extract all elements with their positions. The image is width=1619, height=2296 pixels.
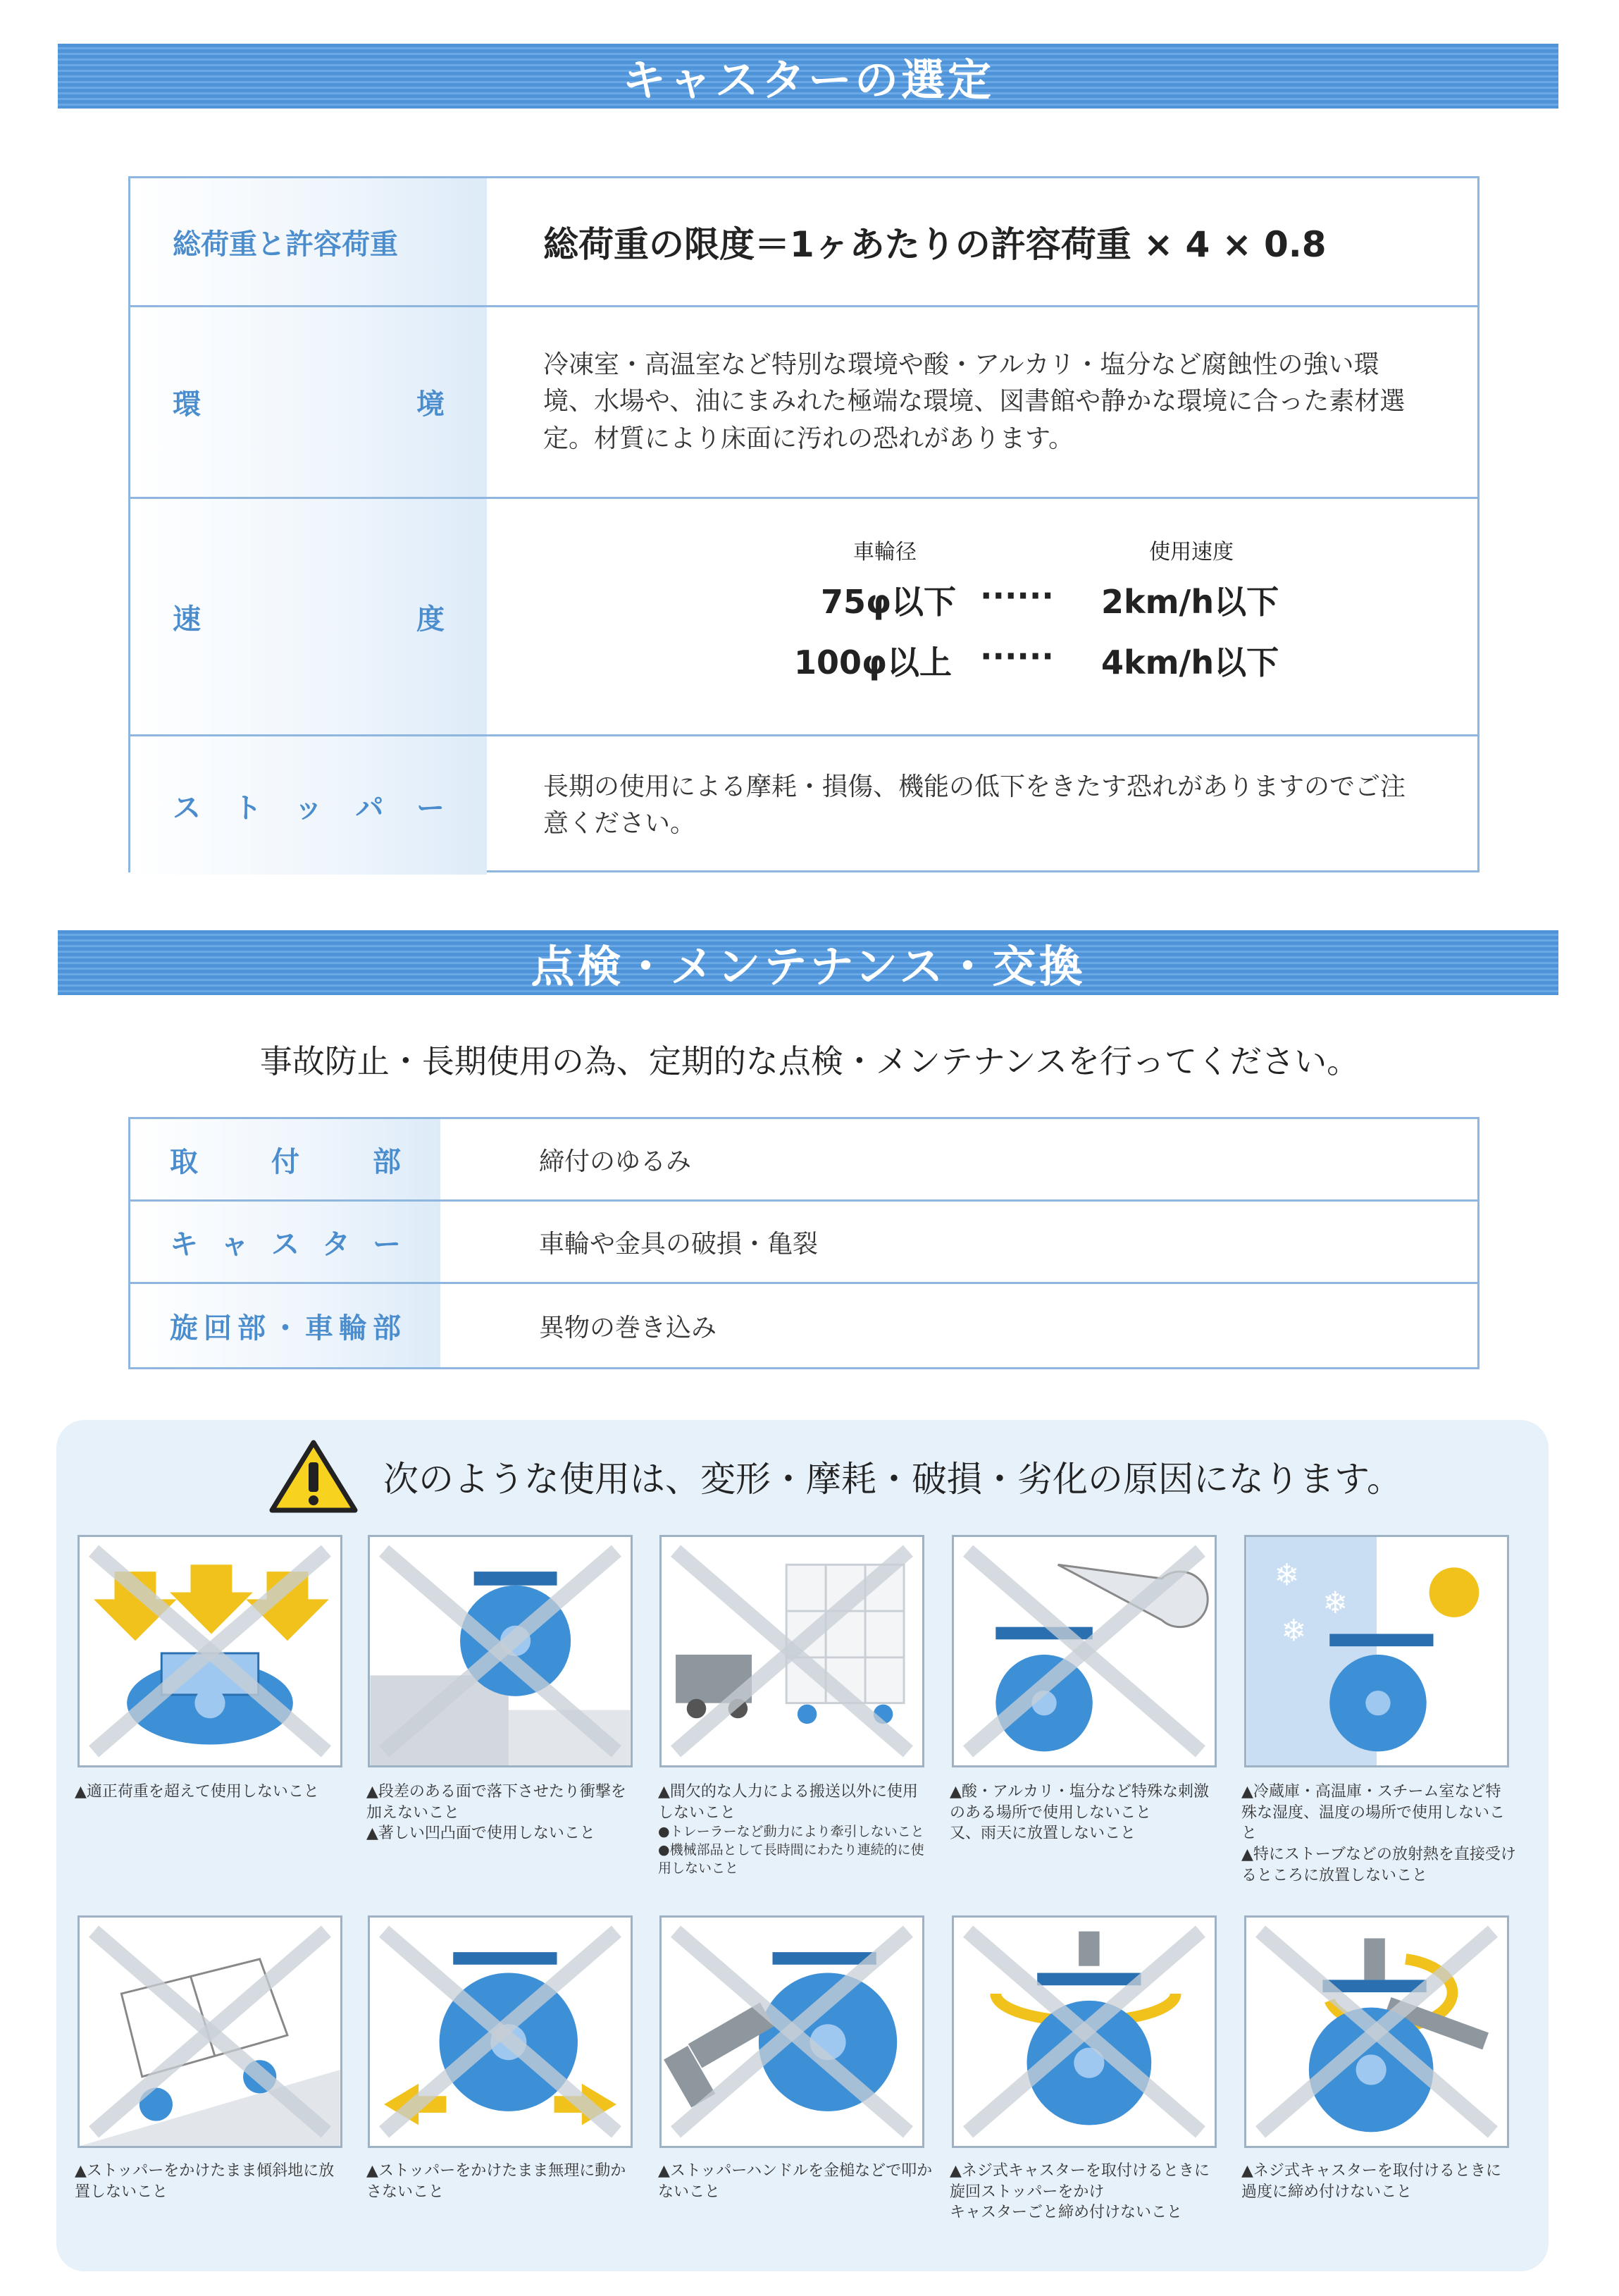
maintenance-lead: 事故防止・長期使用の為、定期的な点検・メンテナンスを行ってください。 [259,1042,1360,1080]
warning-caption-3 [658,1782,933,1877]
label-char: ・ [271,1311,299,1345]
check-row-mount [130,1119,1477,1202]
warning-illustration-overtighten [1244,1915,1509,2148]
warning-triangle-icon [268,1438,359,1514]
caption-line: ▲ストッパーをかけたまま無理に動かさないこと [366,2162,626,2201]
warning-illustration-temperature [1244,1535,1509,1767]
row-environment [130,307,1477,499]
warning-title: 次のような使用は、変形・摩耗・破損・劣化の原因になります。 [383,1459,1402,1500]
row-load-label [130,178,487,305]
maintenance-table [128,1117,1480,1369]
caption-line: ▲ネジ式キャスターを取付けるときに過度に締め付けないこと [1241,2162,1501,2201]
row-stopper-label [130,736,487,875]
caption-line: ▲酸・アルカリ・塩分など特殊な刺激のある場所で使用しないこと [950,1783,1210,1822]
environment-text: 冷凍室・高温室など特別な環境や酸・アルカリ・塩分など腐蝕性の強い環境、水場や、油にまみれた極端な環境、図書館や静かな環境に合った素材選定。材質により床面に汚れの恐れがあります。 [543,350,1406,453]
label-char: ス [173,791,201,825]
row-speed [130,499,1477,736]
speed-row-1-wheel: 75φ以下 [821,583,956,621]
label-char: 環 [173,388,201,421]
label-char: パ [355,791,384,825]
warning-caption-10 [1241,2161,1516,2202]
caption-line: ▲適正荷重を超えて使用しないこと [75,1783,319,1801]
warning-title-row [268,1438,1402,1515]
row-environment-label [130,307,487,497]
warning-illustration-hammer [659,1915,924,2148]
label-char: ャ [221,1228,249,1261]
warning-illustration-slope [77,1915,342,2148]
row-load [130,178,1477,307]
section-banner-selection [58,44,1558,109]
section-title-selection: キャスターの選定 [621,54,994,106]
caption-line: ▲段差のある面で落下させたり衝撃を加えないこと [366,1783,626,1822]
label-char: 部 [373,1145,401,1178]
label-char: 車 [305,1311,333,1345]
check-row-caster [130,1202,1477,1284]
section-banner-maintenance [58,930,1558,995]
check-row-caster-label [130,1202,440,1282]
label-char: ー [373,1228,401,1261]
speed-row-2-speed: 4km/h以下 [1101,643,1279,681]
label-char: 取 [170,1145,198,1178]
row-stopper [130,736,1477,875]
label-char: 境 [416,388,445,421]
speed-row-2-wheel: 100φ以上 [794,643,953,681]
label-text: 総荷重と許容荷重 [173,228,398,261]
svg-text:❄: ❄ [1281,1613,1307,1649]
warning-illustration-screw-stopper [952,1915,1217,2148]
load-formula: 総荷重の限度＝1ヶあたりの許容荷重 × 4 × 0.8 [543,224,1327,265]
caption-line: ▲特にストーブなどの放射熱を直接受けるところに放置しないこと [1241,1846,1516,1884]
check-row-mount-value: 締付のゆるみ [539,1147,692,1176]
caption-line: ▲ネジ式キャスターを取付けるときに旋回ストッパーをかけ [950,2162,1210,2201]
label-char: 付 [271,1145,299,1178]
stopper-text: 長期の使用による摩耗・損傷、機能の低下をきたす恐れがありますのでご注意ください。 [543,772,1406,838]
warning-caption-2 [366,1782,641,1844]
warning-caption-7 [366,2161,641,2202]
caption-line: ▲ストッパーをかけたまま傾斜地に放置しないこと [75,2162,335,2201]
label-char: ト [233,791,262,825]
speed-grid [487,499,1477,734]
warning-illustration-towing [659,1535,924,1767]
label-char: ス [271,1228,299,1261]
label-char: 速 [173,603,201,636]
col-speed-label: 使用速度 [1149,540,1234,564]
warning-caption-6 [75,2161,349,2202]
check-row-swivel [130,1284,1477,1367]
check-row-caster-value: 車輪や金具の破損・亀裂 [539,1229,819,1259]
check-row-swivel-label [130,1284,440,1367]
caption-line: ▲冷蔵庫・高温庫・スチーム室など特殊な湿度、温度の場所で使用しないこと [1241,1783,1506,1843]
label-char: 回 [204,1311,232,1345]
col-wheel-label: 車輪径 [853,540,917,564]
caption-subline: ●トレーラーなど動力により牽引しないこと [658,1824,924,1840]
label-char: キ [170,1228,198,1261]
warning-caption-5 [1241,1782,1516,1886]
label-char: 部 [237,1311,266,1345]
label-char: ッ [294,791,323,825]
label-char: ー [416,791,445,825]
speed-row-1-speed: 2km/h以下 [1101,583,1279,621]
label-char: 度 [416,603,445,636]
svg-text:❄: ❄ [1274,1557,1300,1593]
caption-line: ▲間欠的な人力による搬送以外に使用しないこと [658,1783,918,1822]
caption-subline: ●機械部品として長時間にわたり連続的に使用しないこと [658,1842,924,1876]
check-row-mount-label [130,1119,440,1199]
caption-line: 又、雨天に放置しないこと [950,1825,1136,1843]
section-title-maintenance: 点検・メンテナンス・交換 [531,940,1086,992]
warning-caption-8 [658,2161,933,2202]
label-char: タ [322,1228,350,1261]
warning-caption-9 [950,2161,1224,2223]
check-row-swivel-value: 異物の巻き込み [539,1313,717,1343]
warning-illustration-forced-move [368,1915,633,2148]
svg-text:❄: ❄ [1322,1586,1348,1621]
warning-caption-4 [950,1782,1224,1844]
warning-caption-1 [75,1782,349,1803]
caption-line: ▲著しい凹凸面で使用しないこと [366,1825,595,1843]
label-char: 輪 [339,1311,367,1345]
warning-illustration-overload [77,1535,342,1767]
label-char: 旋 [170,1311,198,1345]
row-speed-label [130,499,487,734]
warning-illustration-drop [368,1535,633,1767]
speed-row-2-dots: ······ [980,637,1054,675]
caption-line: ▲ストッパーハンドルを金槌などで叩かないこと [658,2162,933,2201]
label-char: 部 [373,1311,401,1345]
speed-row-1-dots: ······ [980,576,1054,615]
warning-illustration-chemical [952,1535,1217,1767]
selection-table [128,176,1480,872]
caption-line: キャスターごと締め付けないこと [950,2204,1183,2222]
